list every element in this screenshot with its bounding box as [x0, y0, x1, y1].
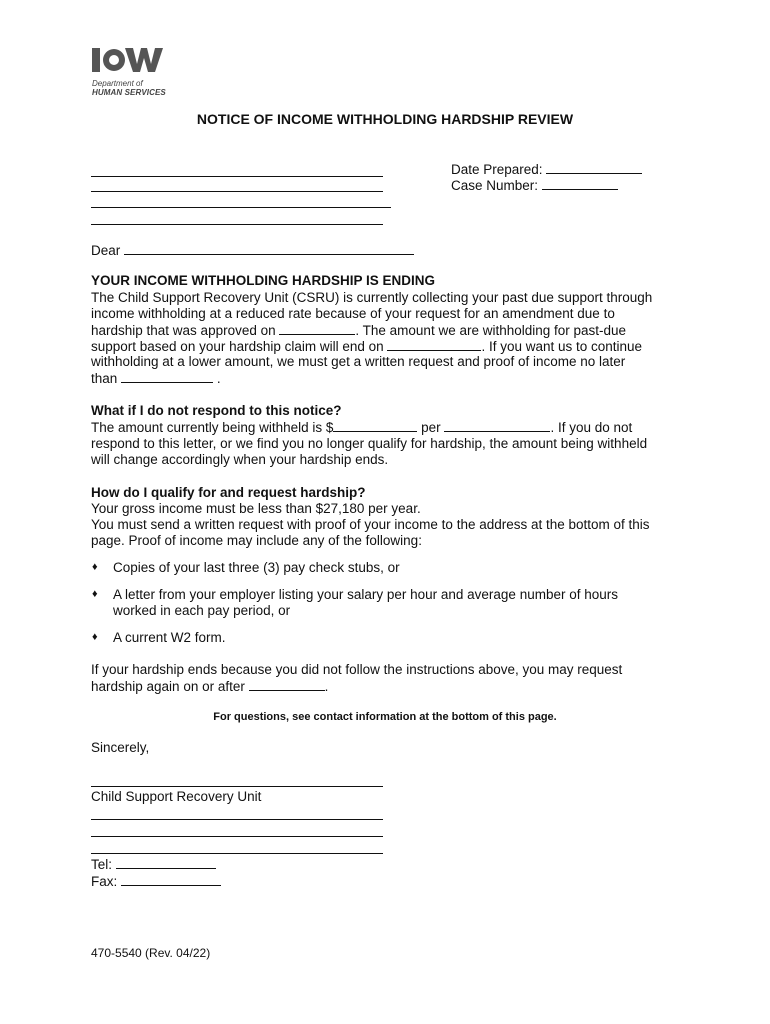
section1-line-1: The Child Support Recovery Unit (CSRU) is currently collecting your past due support through [91, 290, 653, 305]
closing-line-2 [91, 678, 328, 695]
section1-line-3-text-b: . The amount we are withholding for past-due [355, 323, 627, 338]
logo-department-line: Department of [92, 79, 143, 88]
address-line-4[interactable] [91, 224, 383, 225]
diamond-bullet-icon: ♦ [92, 631, 98, 643]
tel-label: Tel: [91, 857, 113, 872]
signature-unit-name: Child Support Recovery Unit [91, 789, 262, 804]
section1-line-4 [91, 338, 642, 355]
unit-address-line-1[interactable] [91, 819, 383, 820]
bullet-item-pay-stubs: Copies of your last three (3) pay check stubs, or [113, 560, 400, 575]
case-number-field[interactable] [542, 177, 618, 190]
case-number-label: Case Number: [451, 178, 539, 193]
section2-line-1-text-b: per [421, 420, 441, 435]
section1-line-6 [91, 370, 221, 387]
section1-line-6-text-b: . [216, 371, 221, 386]
reapply-date-field[interactable] [249, 678, 325, 691]
fax-label: Fax: [91, 874, 118, 889]
section2-line-2: respond to this letter, or we find you no longer qualify for hardship, the amount being withheld [91, 436, 648, 451]
case-number-row [451, 177, 618, 194]
document-title: NOTICE OF INCOME WITHHOLDING HARDSHIP REVIEW [196, 111, 574, 127]
closing-line-1: If your hardship ends because you did not follow the instructions above, you may request [91, 662, 623, 677]
section1-line-4-text-b: . If you want us to continue [481, 339, 643, 354]
form-number: 470-5540 (Rev. 04/22) [91, 946, 211, 960]
bullet-item-w2: A current W2 form. [113, 630, 226, 645]
section3-line-2: You must send a written request with proof of your income to the address at the bottom of this [91, 517, 650, 532]
bullet-item-employer-letter: A letter from your employer listing your salary per hour and average number of hours [113, 587, 618, 602]
section1-line-5: withholding at a lower amount, we must get a written request and proof of income no later [91, 354, 626, 369]
section2-line-1 [91, 419, 632, 436]
section-heading-hardship-ending: YOUR INCOME WITHHOLDING HARDSHIP IS ENDING [91, 273, 436, 288]
sincerely-text: Sincerely, [91, 740, 150, 755]
diamond-bullet-icon: ♦ [92, 588, 98, 600]
approved-date-field[interactable] [279, 322, 355, 335]
section1-line-2: income withholding at a reduced rate because of your request for an amendment due to [91, 306, 615, 321]
fax-row [91, 873, 221, 890]
bullet-item-employer-letter-cont: worked in each pay period, or [113, 603, 291, 618]
iowa-dhs-logo [92, 46, 182, 96]
section1-line-3 [91, 322, 626, 339]
request-deadline-field[interactable] [121, 370, 213, 383]
date-prepared-label: Date Prepared: [451, 162, 543, 177]
section3-line-3: page. Proof of income may include any of the following: [91, 533, 422, 548]
closing-line-2-text-b: . [324, 679, 329, 694]
section1-line-6-text-a: than [91, 371, 118, 386]
iowa-wordmark-graphic [92, 46, 170, 74]
address-line-2[interactable] [91, 191, 383, 192]
salutation-row [91, 242, 414, 259]
closing-line-2-text-a: hardship again on or after [91, 679, 245, 694]
dear-label: Dear [91, 243, 121, 258]
tel-field[interactable] [116, 856, 216, 869]
section2-line-3: will change accordingly when your hardship ends. [91, 452, 389, 467]
withholding-period-field[interactable] [444, 419, 550, 432]
section1-line-4-text-a: support based on your hardship claim will end on [91, 339, 384, 354]
date-prepared-row [451, 161, 642, 178]
date-prepared-field[interactable] [546, 161, 642, 174]
recipient-name-field[interactable] [124, 242, 414, 255]
unit-address-line-3[interactable] [91, 853, 383, 854]
section1-line-3-text-a: hardship that was approved on [91, 323, 276, 338]
hardship-end-date-field[interactable] [387, 338, 481, 351]
address-line-3[interactable] [91, 207, 391, 208]
section2-line-1-text-c: . If you do not [550, 420, 633, 435]
address-line-1[interactable] [91, 176, 383, 177]
withheld-amount-field[interactable] [333, 419, 417, 432]
fax-field[interactable] [121, 873, 221, 886]
tel-row [91, 856, 216, 873]
section-heading-no-response: What if I do not respond to this notice? [91, 403, 342, 418]
unit-address-line-2[interactable] [91, 836, 383, 837]
section-heading-qualify: How do I qualify for and request hardship? [91, 485, 366, 500]
logo-human-services-line: HUMAN SERVICES [92, 88, 166, 97]
section2-line-1-text-a: The amount currently being withheld is $ [91, 420, 334, 435]
questions-note: For questions, see contact information at the bottom of this page. [213, 711, 557, 723]
signature-line[interactable] [91, 786, 383, 787]
section3-line-1: Your gross income must be less than $27,180 per year. [91, 501, 421, 516]
diamond-bullet-icon: ♦ [92, 561, 98, 573]
